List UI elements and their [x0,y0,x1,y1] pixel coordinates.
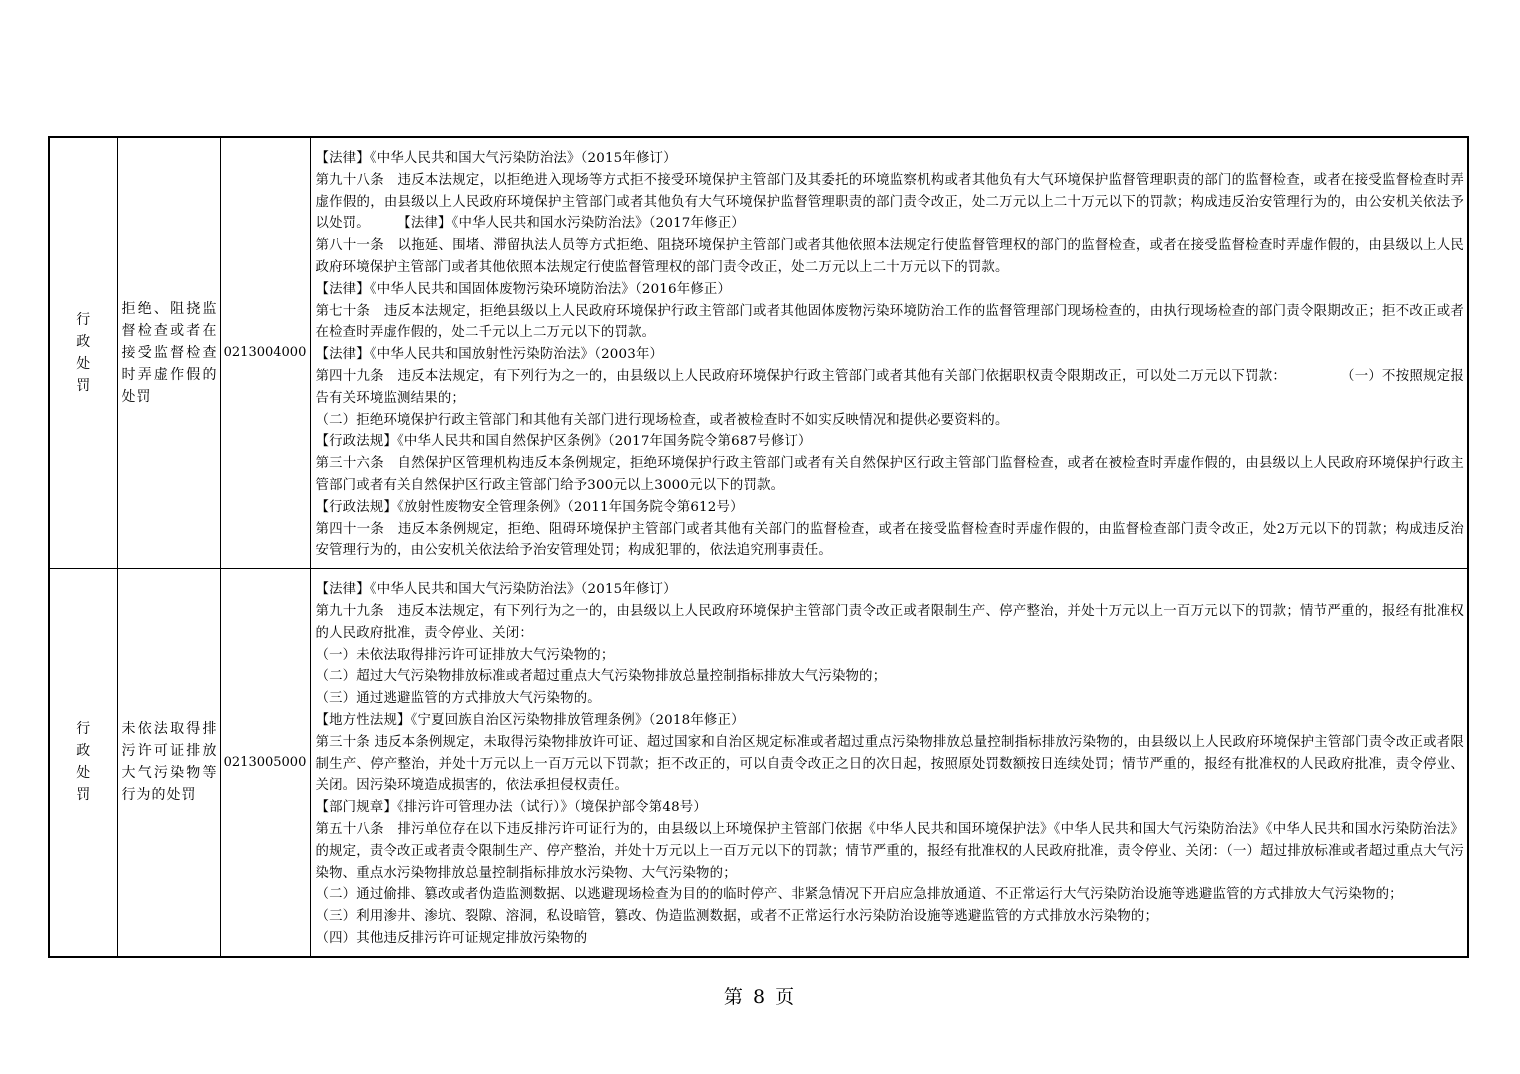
table-row [49,137,1468,569]
legal-basis-paragraph: （四）其他违反排污许可证规定排放污染物的 [315,930,588,946]
legal-basis-paragraph: 【法律】《中华人民共和国大气污染防治法》（2015年修订） [315,151,677,166]
legal-basis-paragraph: 第九十九条 违反本法规定，有下列行为之一的，由县级以上人民政府环境保护主管部门责令改正或者限制生产、停产整治，并处十万元以上一百万元以下的罚款；情节严重的，报经有批准权的人民政府批准，责令停业、关闭： [315,603,1464,641]
category-cell [49,569,117,957]
legal-basis-paragraph: 【行政法规】《放射性废物安全管理条例》（2011年国务院令第612号） [315,499,744,515]
item-name-text: 拒绝、阻挠监督检查或者在接受监督检查时弄虚作假的处罚 [121,301,218,406]
legal-basis-paragraph: （二）超过大气污染物排放标准或者超过重点大气污染物排放总量控制指标排放大气污染物的； [315,669,887,685]
penalty-table [48,136,1469,958]
legal-basis-paragraph: 【行政法规】《中华人民共和国自然保护区条例》（2017年国务院令第687号修订） [315,434,812,450]
item-code-cell: 0213005000 [220,569,310,957]
category-cell [49,137,117,569]
legal-basis-cell [310,569,1468,957]
category-text: 行政处罚 [76,721,91,804]
legal-basis-paragraph: 【法律】《中华人民共和国固体废物污染环境防治法》（2016年修正） [315,281,732,297]
legal-basis-paragraph: 【部门规章】《排污许可管理办法（试行）》（境保护部令第48号） [315,800,707,816]
legal-basis-paragraph: （二）拒绝环境保护行政主管部门和其他有关部门进行现场检查，或者被检查时不如实反映情况和提供必要资料的。 [315,412,1009,428]
legal-basis-paragraph: 第九十八条 违反本法规定，以拒绝进入现场等方式拒不接受环境保护主管部门及其委托的环境监察机构或者其他负有大气环境保护监督管理职责的部门的监督检查，或者在接受监督检查时弄虚作假的，由县级以上人民政府环境保护主管部门或者其他负有大气环境保护监督管理职责的部门责令改正，处二万元以上二十万元以下的罚款；构成违反治安管理行为的，由公安机关依法予以处罚。 【法律】《中华人民共和国水污染防治法》（2017年修正） [315,172,1464,232]
item-name-text: 未依法取得排污许可证排放大气污染物等行为的处罚 [121,721,218,804]
legal-basis-paragraph: 第五十八条 排污单位存在以下违反排污许可证行为的，由县级以上环境保护主管部门依据《中华人民共和国环境保护法》《中华人民共和国大气污染防治法》《中华人民共和国水污染防治法》的规定，责令改正或者责令限制生产、停产整治，并处十万元以上一百万元以下的罚款；情节严重的，报经有批准权的人民政府批准，责令停业、关闭：（一）超过排放标准或者超过重点大气污染物、重点水污染物排放总量控制指标排放水污染物、大气污染物的； [315,821,1464,881]
item-code-cell: 0213004000 [220,137,310,569]
legal-basis-paragraph: （三）通过逃避监管的方式排放大气污染物的。 [315,691,601,707]
legal-basis-paragraph: （一）未依法取得排污许可证排放大气污染物的； [315,647,615,663]
legal-basis-paragraph: 第四十九条 违反本法规定，有下列行为之一的，由县级以上人民政府环境保护行政主管部门或者其他有关部门依据职权责令限期改正，可以处二万元以下罚款： （一）不按照规定报告有关环境监测结果的； [315,368,1464,406]
legal-basis-paragraph: 【地方性法规】《宁夏回族自治区污染物排放管理条例》（2018年修正） [315,712,745,728]
legal-basis-paragraph: 第八十一条 以拖延、围堵、滞留执法人员等方式拒绝、阻挠环境保护主管部门或者其他依照本法规定行使监督管理权的部门的监督检查，或者在接受监督检查时弄虚作假的，由县级以上人民政府环境保护主管部门或者其他依照本法规定行使监督管理权的部门责令改正，处二万元以上二十万元以下的罚款。 [315,238,1464,275]
table-row [49,569,1468,957]
legal-basis-paragraph: 【法律】《中华人民共和国放射性污染防治法》（2003年） [315,347,664,363]
category-text: 行政处罚 [76,311,91,394]
item-name-cell [117,137,220,569]
legal-basis-paragraph: （二）通过偷排、篡改或者伪造监测数据、以逃避现场检查为目的的临时停产、非紧急情况下开启应急排放通道、不正常运行大气污染防治设施等逃避监管的方式排放大气污染物的； [315,887,1403,903]
page-number: 第 8 页 [723,986,797,1008]
legal-basis-paragraph: 第三十六条 自然保护区管理机构违反本条例规定，拒绝环境保护行政主管部门或者有关自然保护区行政主管部门监督检查，或者在被检查时弄虚作假的，由县级以上人民政府环境保护行政主管部门或者有关自然保护区行政主管部门给予300元以上3000元以下的罚款。 [315,456,1464,493]
legal-basis-paragraph: 第三十条 违反本条例规定，未取得污染物排放许可证、超过国家和自治区规定标准或者超过重点污染物排放总量控制指标排放污染物的，由县级以上人民政府环境保护主管部门责令改正或者限制生产、停产整治，并处十万元以上一百万元以下罚款；拒不改正的，可以自责令改正之日的次日起，按照原处罚数额按日连续处罚；情节严重的，报经有批准权的人民政府批准，责令停业、关闭。因污染环境造成损害的，依法承担侵权责任。 [315,734,1464,794]
legal-basis-paragraph: 【法律】《中华人民共和国大气污染防治法》（2015年修订） [315,582,677,598]
legal-basis-paragraph: 第七十条 违反本法规定，拒绝县级以上人民政府环境保护行政主管部门或者其他固体废物污染环境防治工作的监督管理部门现场检查的，由执行现场检查的部门责令限期改正；拒不改正或者在检查时弄虚作假的，处二千元以上二万元以下的罚款。 [315,303,1464,341]
item-name-cell [117,569,220,957]
legal-basis-paragraph: 第四十一条 违反本条例规定，拒绝、阻碍环境保护主管部门或者其他有关部门的监督检查，或者在接受监督检查时弄虚作假的，由监督检查部门责令改正，处2万元以下的罚款；构成违反治安管理行为的，由公安机关依法给予治安管理处罚；构成犯罪的，依法追究刑事责任。 [315,521,1464,559]
legal-basis-paragraph: （三）利用渗井、渗坑、裂隙、溶洞，私设暗管，篡改、伪造监测数据，或者不正常运行水污染防治设施等逃避监管的方式排放水污染物的； [315,909,1159,925]
legal-basis-cell [310,137,1468,569]
